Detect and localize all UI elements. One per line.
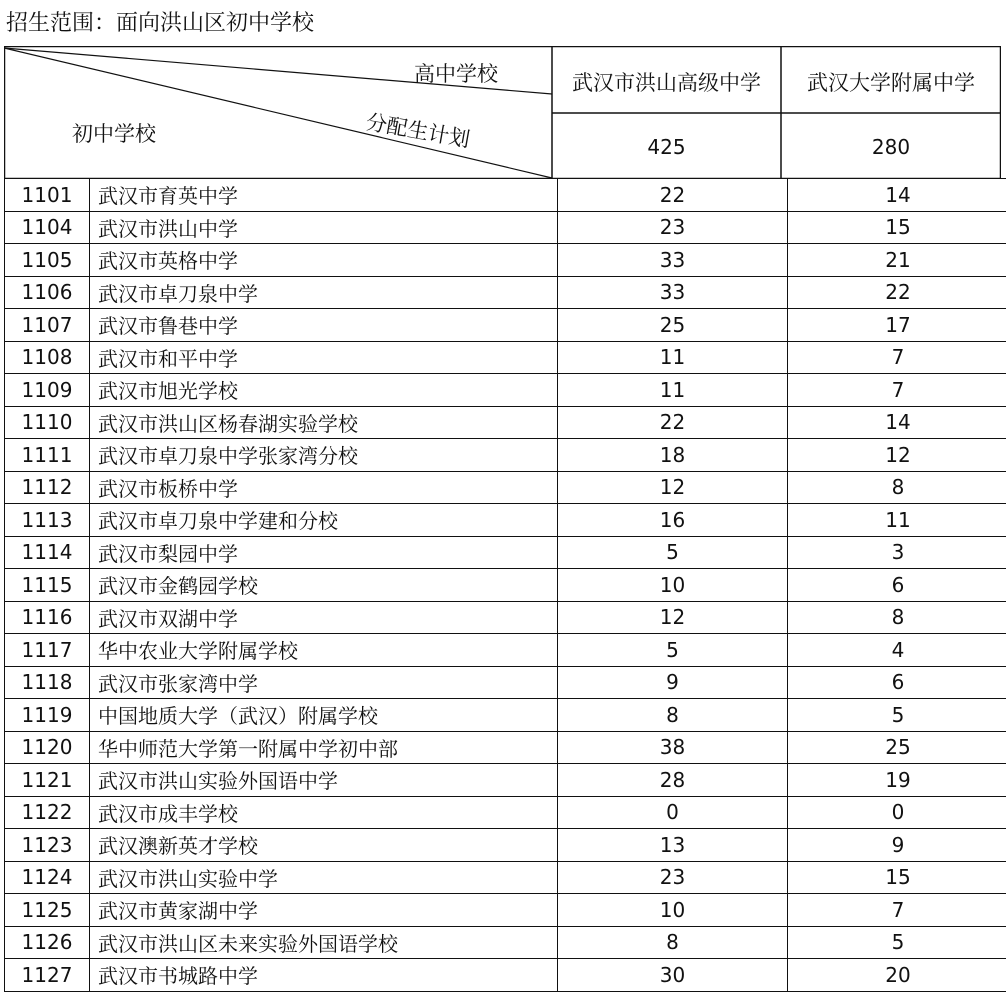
school-name: 武汉市洪山中学 bbox=[90, 211, 558, 244]
school-code: 1119 bbox=[5, 699, 90, 732]
quota-hongshan-high: 8 bbox=[558, 926, 788, 959]
school-code: 1113 bbox=[5, 504, 90, 537]
table-row bbox=[5, 439, 1006, 472]
school-code: 1125 bbox=[5, 894, 90, 927]
quota-whu-affiliated: 5 bbox=[788, 926, 1006, 959]
table-row bbox=[5, 504, 1006, 537]
table-row bbox=[5, 894, 1006, 927]
table-row bbox=[5, 179, 1006, 212]
school-name: 武汉市板桥中学 bbox=[90, 471, 558, 504]
school-name: 武汉市卓刀泉中学张家湾分校 bbox=[90, 439, 558, 472]
school-name: 武汉市梨园中学 bbox=[90, 536, 558, 569]
table-row bbox=[5, 601, 1006, 634]
quota-hongshan-high: 28 bbox=[558, 764, 788, 797]
high-school-label: 高中学校 bbox=[414, 62, 498, 86]
quota-whu-affiliated: 4 bbox=[788, 634, 1006, 667]
quota-whu-affiliated: 8 bbox=[788, 601, 1006, 634]
header-grid bbox=[4, 46, 1001, 179]
table-row bbox=[5, 569, 1006, 602]
school-code: 1104 bbox=[5, 211, 90, 244]
school-code: 1105 bbox=[5, 244, 90, 277]
quota-hongshan-high: 10 bbox=[558, 894, 788, 927]
school-name: 武汉市洪山区未来实验外国语学校 bbox=[90, 926, 558, 959]
school-code: 1101 bbox=[5, 179, 90, 212]
school-code: 1117 bbox=[5, 634, 90, 667]
school-code: 1110 bbox=[5, 406, 90, 439]
quota-hongshan-high: 38 bbox=[558, 731, 788, 764]
quota-whu-affiliated: 17 bbox=[788, 309, 1006, 342]
quota-hongshan-high: 12 bbox=[558, 601, 788, 634]
table-row bbox=[5, 796, 1006, 829]
table-row bbox=[5, 341, 1006, 374]
quota-hongshan-high: 9 bbox=[558, 666, 788, 699]
quota-hongshan-high: 18 bbox=[558, 439, 788, 472]
school-code: 1124 bbox=[5, 861, 90, 894]
quota-whu-affiliated: 3 bbox=[788, 536, 1006, 569]
table-header bbox=[4, 46, 1001, 178]
school-name: 武汉市洪山实验中学 bbox=[90, 861, 558, 894]
quota-whu-affiliated: 8 bbox=[788, 471, 1006, 504]
table-row bbox=[5, 244, 1006, 277]
school-2-name: 武汉大学附属中学 bbox=[807, 71, 975, 95]
quota-whu-affiliated: 0 bbox=[788, 796, 1006, 829]
school-name: 武汉市旭光学校 bbox=[90, 374, 558, 407]
school-1-name: 武汉市洪山高级中学 bbox=[572, 71, 761, 95]
quota-whu-affiliated: 14 bbox=[788, 406, 1006, 439]
quota-hongshan-high: 11 bbox=[558, 374, 788, 407]
quota-hongshan-high: 10 bbox=[558, 569, 788, 602]
school-name: 武汉市和平中学 bbox=[90, 341, 558, 374]
school-code: 1121 bbox=[5, 764, 90, 797]
quota-hongshan-high: 33 bbox=[558, 276, 788, 309]
table-row bbox=[5, 764, 1006, 797]
school-code: 1114 bbox=[5, 536, 90, 569]
table-row bbox=[5, 959, 1006, 992]
school-name: 武汉市卓刀泉中学 bbox=[90, 276, 558, 309]
quota-hongshan-high: 12 bbox=[558, 471, 788, 504]
table-row bbox=[5, 666, 1006, 699]
school-name: 武汉市鲁巷中学 bbox=[90, 309, 558, 342]
quota-whu-affiliated: 21 bbox=[788, 244, 1006, 277]
school-1-total: 425 bbox=[647, 135, 686, 159]
table-row bbox=[5, 861, 1006, 894]
allocation-table bbox=[4, 178, 1006, 992]
quota-hongshan-high: 0 bbox=[558, 796, 788, 829]
school-code: 1107 bbox=[5, 309, 90, 342]
school-name: 武汉市金鹤园学校 bbox=[90, 569, 558, 602]
school-name: 武汉市书城路中学 bbox=[90, 959, 558, 992]
school-code: 1106 bbox=[5, 276, 90, 309]
table-row bbox=[5, 634, 1006, 667]
school-name: 华中农业大学附属学校 bbox=[90, 634, 558, 667]
quota-whu-affiliated: 11 bbox=[788, 504, 1006, 537]
quota-hongshan-high: 22 bbox=[558, 406, 788, 439]
quota-hongshan-high: 5 bbox=[558, 536, 788, 569]
school-code: 1123 bbox=[5, 829, 90, 862]
school-code: 1118 bbox=[5, 666, 90, 699]
quota-hongshan-high: 25 bbox=[558, 309, 788, 342]
quota-whu-affiliated: 9 bbox=[788, 829, 1006, 862]
table-row bbox=[5, 406, 1006, 439]
quota-whu-affiliated: 7 bbox=[788, 374, 1006, 407]
school-name: 武汉市英格中学 bbox=[90, 244, 558, 277]
school-code: 1120 bbox=[5, 731, 90, 764]
quota-label: 分配生计划 bbox=[364, 109, 472, 152]
school-name: 武汉市双湖中学 bbox=[90, 601, 558, 634]
quota-hongshan-high: 5 bbox=[558, 634, 788, 667]
school-name: 武汉市洪山实验外国语中学 bbox=[90, 764, 558, 797]
quota-hongshan-high: 23 bbox=[558, 211, 788, 244]
table-row bbox=[5, 926, 1006, 959]
school-name: 中国地质大学（武汉）附属学校 bbox=[90, 699, 558, 732]
school-name: 武汉市洪山区杨春湖实验学校 bbox=[90, 406, 558, 439]
quota-hongshan-high: 16 bbox=[558, 504, 788, 537]
school-code: 1122 bbox=[5, 796, 90, 829]
table-row bbox=[5, 276, 1006, 309]
quota-whu-affiliated: 15 bbox=[788, 861, 1006, 894]
school-code: 1108 bbox=[5, 341, 90, 374]
school-code: 1112 bbox=[5, 471, 90, 504]
table-row bbox=[5, 471, 1006, 504]
table-row bbox=[5, 731, 1006, 764]
quota-whu-affiliated: 7 bbox=[788, 894, 1006, 927]
table-row bbox=[5, 536, 1006, 569]
quota-whu-affiliated: 20 bbox=[788, 959, 1006, 992]
quota-whu-affiliated: 6 bbox=[788, 666, 1006, 699]
school-2-total: 280 bbox=[871, 135, 911, 159]
school-name: 华中师范大学第一附属中学初中部 bbox=[90, 731, 558, 764]
quota-whu-affiliated: 7 bbox=[788, 341, 1006, 374]
quota-whu-affiliated: 5 bbox=[788, 699, 1006, 732]
quota-hongshan-high: 30 bbox=[558, 959, 788, 992]
school-name: 武汉市卓刀泉中学建和分校 bbox=[90, 504, 558, 537]
school-code: 1116 bbox=[5, 601, 90, 634]
school-code: 1115 bbox=[5, 569, 90, 602]
school-name: 武汉市张家湾中学 bbox=[90, 666, 558, 699]
school-name: 武汉市成丰学校 bbox=[90, 796, 558, 829]
table-caption: 招生范围：面向洪山区初中学校 bbox=[6, 11, 315, 36]
quota-hongshan-high: 13 bbox=[558, 829, 788, 862]
school-name: 武汉澳新英才学校 bbox=[90, 829, 558, 862]
school-name: 武汉市育英中学 bbox=[90, 179, 558, 212]
quota-whu-affiliated: 12 bbox=[788, 439, 1006, 472]
table-row bbox=[5, 699, 1006, 732]
quota-hongshan-high: 22 bbox=[558, 179, 788, 212]
quota-hongshan-high: 8 bbox=[558, 699, 788, 732]
table-row bbox=[5, 211, 1006, 244]
school-code: 1127 bbox=[5, 959, 90, 992]
quota-whu-affiliated: 19 bbox=[788, 764, 1006, 797]
table-row bbox=[5, 374, 1006, 407]
quota-whu-affiliated: 15 bbox=[788, 211, 1006, 244]
quota-hongshan-high: 33 bbox=[558, 244, 788, 277]
school-code: 1109 bbox=[5, 374, 90, 407]
quota-whu-affiliated: 14 bbox=[788, 179, 1006, 212]
school-name: 武汉市黄家湖中学 bbox=[90, 894, 558, 927]
quota-whu-affiliated: 6 bbox=[788, 569, 1006, 602]
quota-hongshan-high: 11 bbox=[558, 341, 788, 374]
quota-whu-affiliated: 22 bbox=[788, 276, 1006, 309]
school-code: 1111 bbox=[5, 439, 90, 472]
table-row bbox=[5, 829, 1006, 862]
school-code: 1126 bbox=[5, 926, 90, 959]
table-row bbox=[5, 309, 1006, 342]
quota-whu-affiliated: 25 bbox=[788, 731, 1006, 764]
junior-school-label: 初中学校 bbox=[72, 122, 156, 146]
quota-hongshan-high: 23 bbox=[558, 861, 788, 894]
